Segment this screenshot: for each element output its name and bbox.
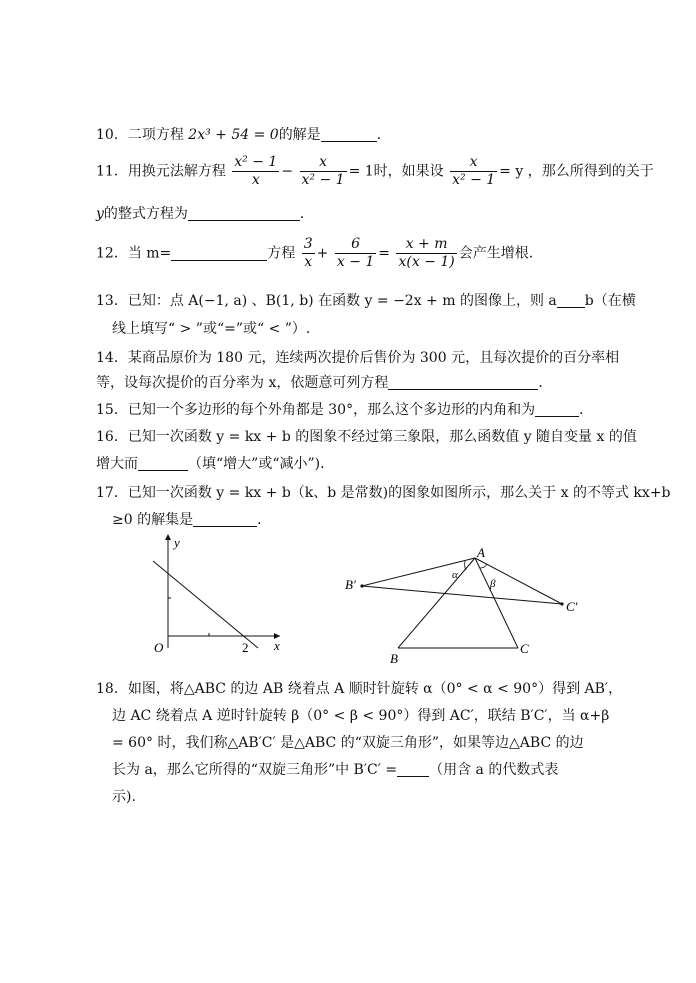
denominator: x: [251, 172, 260, 188]
q10-text: 的解是: [278, 127, 321, 143]
label-C-prime: C′: [566, 599, 578, 614]
label-B-prime: B′: [345, 577, 356, 592]
segment-AB: [398, 558, 475, 648]
numerator: 3: [303, 236, 313, 252]
denominator: x: [304, 254, 313, 270]
point-C-prime: [560, 602, 563, 605]
denominator: x² − 1: [301, 172, 345, 188]
answer-blank[interactable]: [171, 246, 267, 261]
q12-text: 方程: [267, 245, 296, 262]
question-18: [96, 678, 622, 698]
question-17-line2: [112, 509, 271, 529]
question-number: 12．: [96, 245, 128, 262]
question-13: [96, 290, 636, 310]
answer-blank[interactable]: [557, 293, 585, 308]
answer-blank[interactable]: [188, 206, 300, 221]
question-number: 15．: [96, 402, 128, 418]
answer-blank[interactable]: [535, 402, 579, 417]
q11-text: ．: [299, 206, 314, 222]
origin-label: O: [154, 640, 164, 655]
answer-blank[interactable]: [397, 762, 429, 777]
numerator: x + m: [396, 236, 456, 254]
function-line: [153, 561, 258, 648]
question-18-line4: [112, 759, 558, 779]
linear-function-graph: [140, 530, 290, 660]
answer-blank[interactable]: [193, 512, 257, 527]
q16-text: 已知一次函数 y = kx + b 的图象不经过第三象限，那么函数值 y 随自变量 x 的值: [127, 429, 637, 445]
y-axis-label: y: [174, 535, 180, 550]
q12-text: 当 m=: [127, 245, 172, 262]
operator: −: [281, 163, 294, 180]
question-number: 11．: [96, 163, 128, 180]
question-16-line2: [96, 453, 334, 473]
question-13-line2: [112, 318, 310, 338]
q17-text: ≥0 的解集是: [112, 512, 194, 528]
denominator: x(x − 1): [398, 254, 455, 270]
question-11-line2: [96, 203, 314, 223]
answer-blank[interactable]: [321, 127, 377, 142]
question-number: 16．: [96, 429, 128, 445]
q14-text: ．: [538, 375, 553, 391]
question-number: 14．: [96, 350, 128, 366]
q11-text: = 1时，如果设: [348, 163, 444, 180]
q17-text: ．: [257, 512, 272, 528]
q11-text: = y ，那么所得到的关于: [499, 163, 654, 180]
q18-text: 示).: [112, 789, 136, 805]
q17-text: 已知一次函数 y = kx + b（k、b 是常数)的图象如图所示，那么关于 x 的不等式 kx+b: [127, 485, 671, 501]
segment-AC: [475, 558, 518, 648]
fraction-3: [450, 154, 497, 189]
fraction-2: [300, 154, 347, 189]
question-number: 17．: [96, 485, 128, 501]
question-number: 10．: [96, 127, 128, 143]
variable: y: [96, 206, 104, 222]
q16-text: 增大而: [96, 456, 138, 472]
denominator: x − 1: [336, 254, 375, 270]
q15-text: ．: [579, 402, 594, 418]
segment-AB-prime: [362, 558, 475, 586]
q10-text: 二项方程: [127, 127, 189, 143]
question-18-line3: [112, 732, 584, 752]
point-B-prime: [360, 584, 363, 587]
fraction-1: [232, 154, 279, 189]
label-alpha: α: [452, 569, 458, 581]
numerator: x: [300, 154, 347, 172]
q18-text: 边 AC 绕着点 A 逆时针旋转 β（0° < β < 90°）得到 AC′，联结 B′C′，当 α+β: [112, 708, 610, 724]
q13-text: b（在横: [584, 293, 636, 309]
operator: +: [316, 245, 329, 262]
label-beta: β: [490, 578, 496, 590]
q14-text: 某商品原价为 180 元，连续两次提价后售价为 300 元，且每次提价的百分率相: [127, 350, 620, 366]
question-18-line2: [112, 705, 609, 725]
question-14-line2: [96, 372, 552, 392]
q18-text: 如图，将△ABC 的边 AB 绕着点 A 顺时针旋转 α（0° < α < 90°）得到 AB′，: [127, 681, 623, 697]
q13-text: 线上填写“ > ”或“=”或“ < ”）.: [112, 321, 311, 337]
question-10: [96, 124, 391, 144]
question-number: 18．: [96, 681, 128, 697]
operator: =: [378, 245, 391, 262]
answer-blank[interactable]: [138, 456, 188, 471]
q15-text: 已知一个多边形的每个外角都是 30°，那么这个多边形的内角和为: [127, 402, 536, 418]
q18-text: = 60° 时，我们称△AB′C′ 是△ABC 的“双旋三角形”，如果等边△ABC 的边: [112, 735, 584, 751]
numerator: x² − 1: [234, 154, 278, 170]
q16-text: （填“增大”或“减小”)．: [188, 456, 335, 472]
q10-text: ．: [376, 127, 391, 143]
fraction-1: [302, 236, 315, 271]
label-B: B: [390, 651, 398, 666]
double-rotation-triangle-figure: [340, 540, 590, 670]
numerator: x: [450, 154, 497, 172]
x-intercept-label: 2: [242, 640, 249, 655]
question-12: [96, 236, 533, 271]
q18-text: （用含 a 的代数式表: [429, 762, 559, 778]
q11-text: 用换元法解方程: [127, 163, 226, 180]
q14-text: 等，设每次提价的百分率为 x，依题意可列方程: [96, 375, 389, 391]
question-14: [96, 347, 619, 367]
equation: 2x³ + 54 = 0: [188, 127, 279, 143]
numerator: 6: [335, 236, 376, 254]
fraction-3: [396, 236, 456, 271]
denominator: x² − 1: [452, 172, 496, 188]
x-axis-label: x: [274, 638, 280, 653]
question-18-line5: [112, 786, 136, 806]
question-16: [96, 426, 637, 446]
angle-beta-arc: [480, 564, 487, 568]
question-11: [96, 154, 654, 189]
question-number: 13．: [96, 293, 128, 309]
q12-text: 会产生增根.: [458, 245, 534, 262]
label-C: C: [520, 641, 529, 656]
y-axis-arrow-icon: [165, 534, 171, 540]
question-15: [96, 399, 593, 419]
q18-text: 长为 a，那么它所得的“双旋三角形”中 B′C′ =: [112, 762, 398, 778]
question-17: [96, 482, 670, 502]
fraction-2: [335, 236, 376, 271]
answer-blank[interactable]: [388, 375, 538, 390]
label-A: A: [477, 545, 485, 560]
q11-text: 的整式方程为: [103, 206, 188, 222]
q13-text: 已知：点 A(−1, a) 、B(1, b) 在函数 y = −2x + m 的图像上，则 a: [127, 293, 557, 309]
